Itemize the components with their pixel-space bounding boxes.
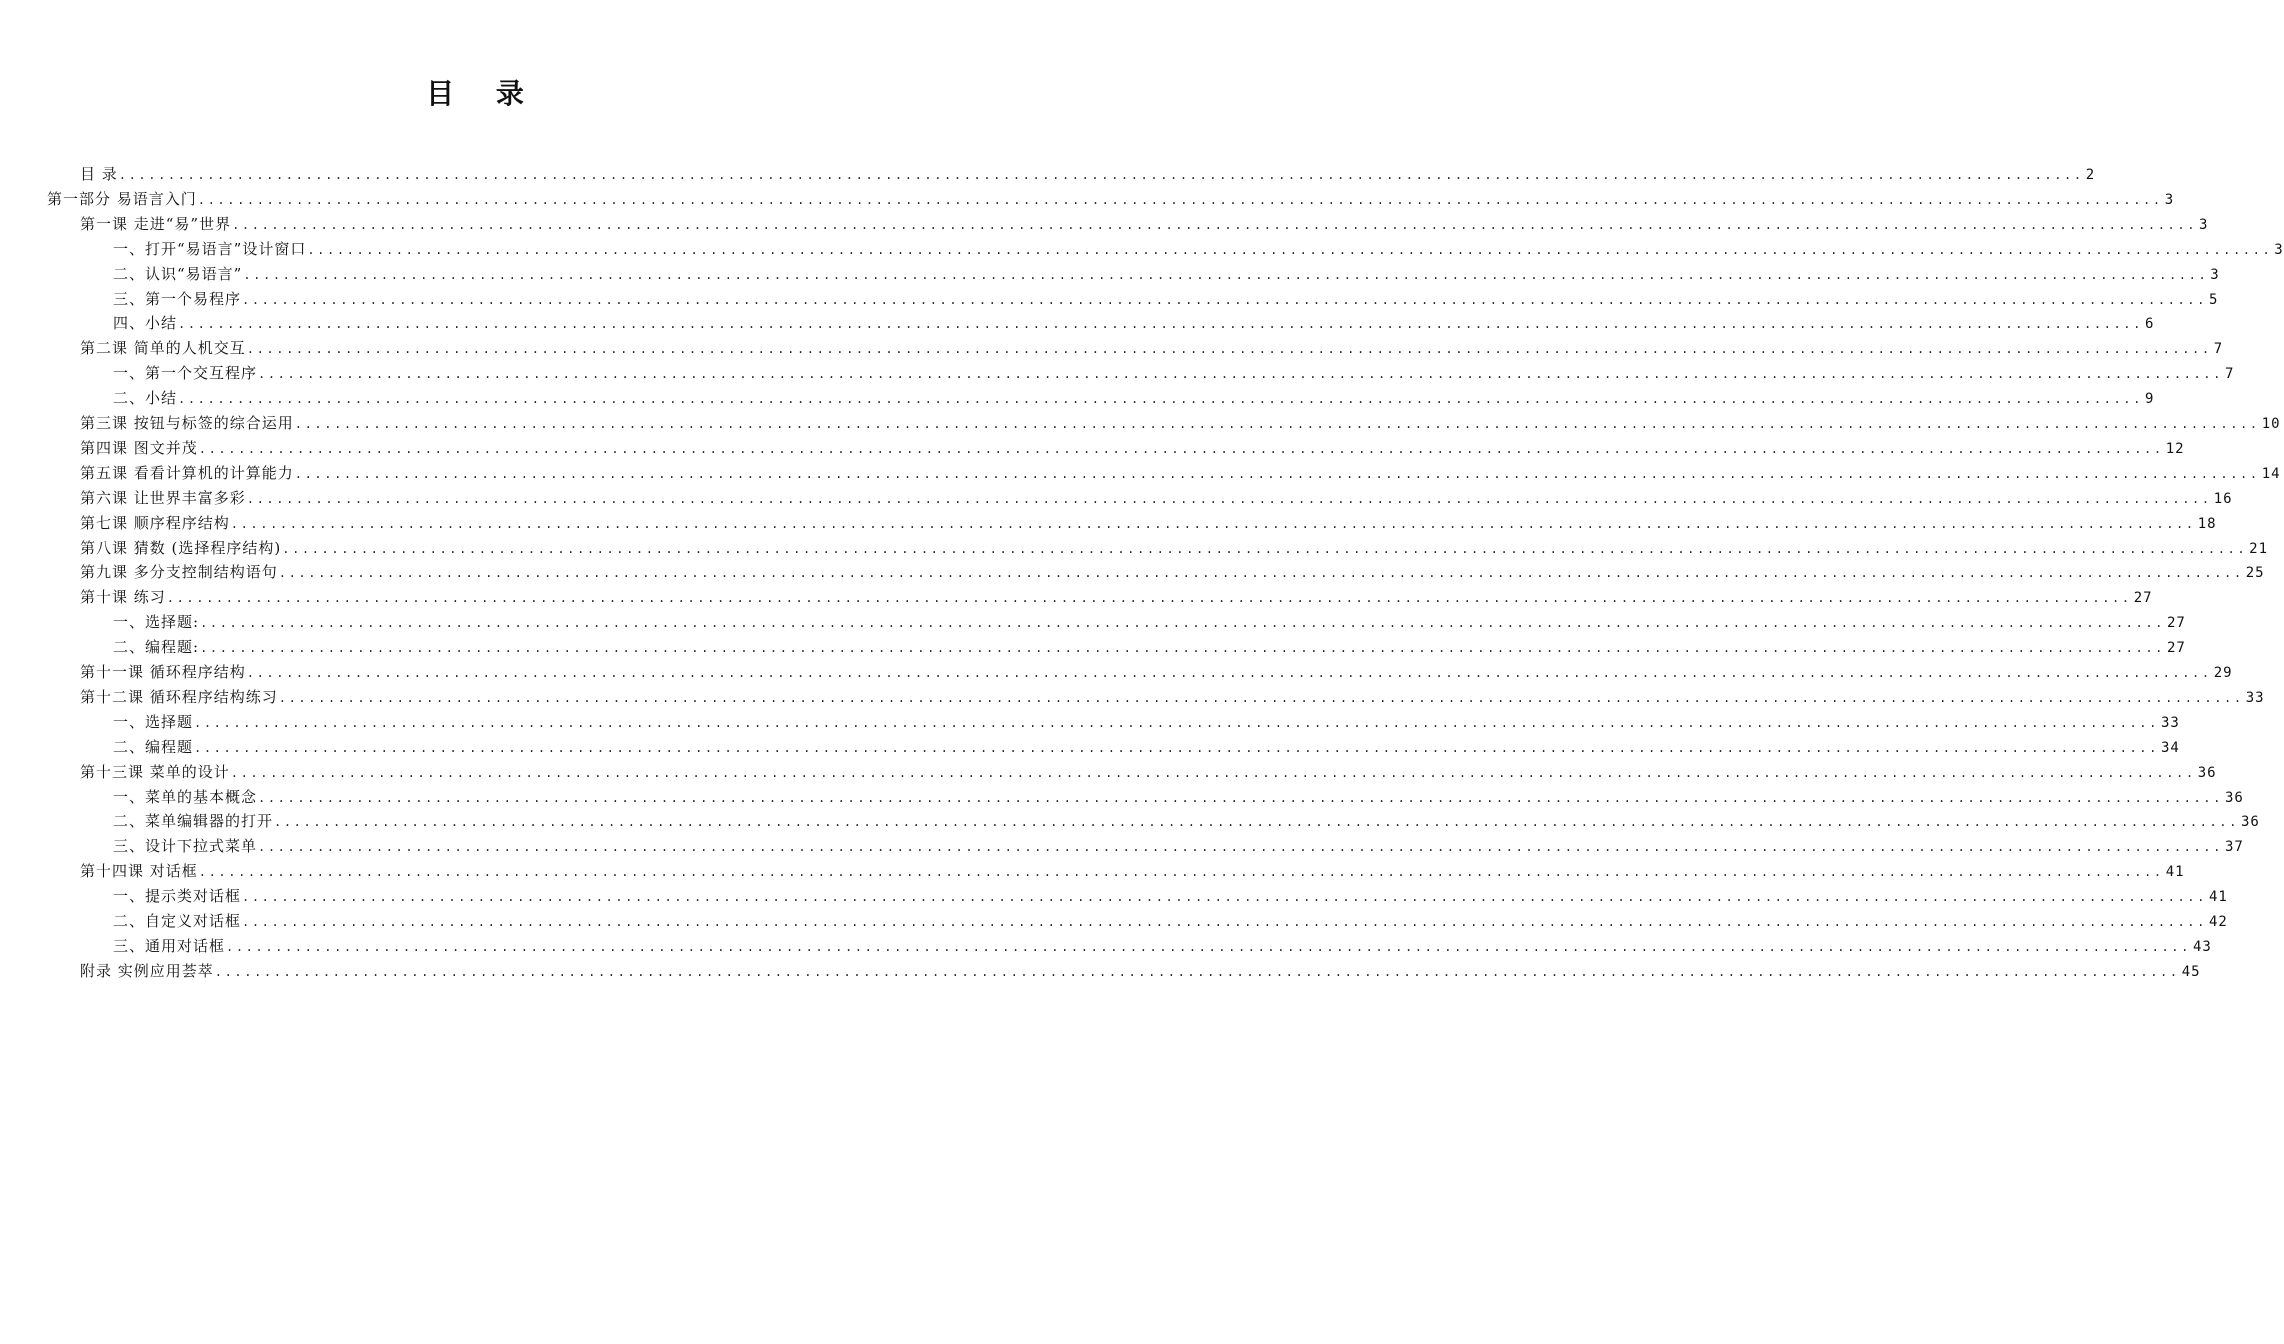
toc-entry[interactable] [80,511,2217,536]
toc-entry-title: 二、自定义对话框 [113,912,242,930]
toc-page-number: 36 [2197,764,2217,781]
toc-leader-dots: ........................................................................................................................................................................................................ [166,591,2132,606]
toc-leader-dots: ........................................................................................................................................................................................................ [194,715,2159,730]
toc-entry[interactable] [80,760,2217,785]
toc-entry[interactable] [80,162,2096,187]
toc-entry-title: 第九课 多分支控制结构语句 [80,563,278,582]
toc-entry-title: 一、第一个交互程序 [113,364,258,383]
toc-page-number: 37 [2224,839,2244,856]
toc-leader-dots: ........................................................................................................................................................................................................ [307,242,2273,257]
toc-leader-dots: ........................................................................................................................................................................................................ [178,392,2143,407]
toc-entry-title: 三、通用对话框 [113,936,226,955]
toc-page-number: 25 [2245,565,2265,582]
toc-leader-dots: ........................................................................................................................................................................................................ [200,616,2165,631]
toc-entry-title: 二、认识“易语言” [113,264,243,283]
toc-leader-dots: ........................................................................................................................................................................................................ [258,367,2223,382]
toc-entry-title: 第十二课 循环程序结构练习 [80,687,278,706]
toc-page-number: 6 [2144,316,2155,333]
toc-page-number: 2 [2085,167,2096,183]
toc-page-number: 36 [2240,814,2260,831]
toc-entry[interactable] [113,785,2244,810]
toc-page-number: 3 [2210,266,2220,283]
toc-leader-dots: ........................................................................................................................................................................................................ [246,666,2212,680]
toc-page-number: 5 [2208,291,2219,308]
toc-leader-dots: ........................................................................................................................................................................................................ [282,541,2248,556]
toc-entry[interactable] [80,536,2269,561]
toc-page-number: 21 [2249,540,2269,557]
toc-entry[interactable] [80,560,2265,585]
toc-page-number: 7 [2224,366,2235,383]
toc-entry[interactable] [113,610,2186,635]
toc-entry-title: 第十一课 循环程序结构 [80,663,246,681]
toc-entry-title: 二、菜单编辑器的打开 [113,812,274,831]
toc-page-number: 16 [2213,490,2233,507]
toc-entry-title: 二、编程题: [113,638,200,657]
toc-entry[interactable] [80,685,2265,710]
toc-entry[interactable] [113,386,2155,411]
toc-leader-dots: ........................................................................................................................................................................................................ [278,566,2244,581]
toc-entry[interactable] [113,635,2186,660]
page-title: 目 录 [426,77,540,110]
toc-leader-dots: ........................................................................................................................................................................................................ [294,417,2260,431]
toc-page-number: 33 [2245,689,2265,706]
toc-entry-title: 三、第一个易程序 [113,289,242,308]
toc-entry[interactable] [113,934,2212,959]
toc-entry[interactable] [80,411,2281,436]
toc-leader-dots: ........................................................................................................................................................................................................ [200,641,2165,656]
toc-entry-title: 第五课 看看计算机的计算能力 [80,463,294,482]
toc-entry-title: 第六课 让世界丰富多彩 [80,488,246,507]
toc-page-number: 27 [2166,640,2186,657]
toc-entry[interactable] [80,859,2185,884]
toc-leader-dots: ........................................................................................................................................................................................................ [242,915,2207,929]
toc-leader-dots: ........................................................................................................................................................................................................ [232,217,2198,232]
toc-entry-title: 一、选择题: [113,613,200,632]
toc-page-number: 42 [2208,914,2228,930]
toc-entry[interactable] [80,585,2153,610]
toc-leader-dots: ........................................................................................................................................................................................................ [214,964,2180,979]
toc-entry[interactable] [113,735,2180,760]
toc-page-number: 29 [2213,665,2233,681]
toc-leader-dots: ........................................................................................................................................................................................................ [243,267,2209,282]
toc-entry-title: 三、设计下拉式菜单 [113,837,258,856]
toc-leader-dots: ........................................................................................................................................................................................................ [246,491,2212,506]
toc-page-number: 45 [2181,963,2201,980]
toc-page-number: 3 [2199,216,2209,233]
toc-entry[interactable] [113,710,2180,735]
toc-leader-dots: ........................................................................................................................................................................................................ [258,840,2223,855]
toc-page-number: 10 [2261,416,2281,432]
toc-page-number: 41 [2165,864,2185,881]
toc-entry[interactable] [80,212,2209,237]
toc-entry[interactable] [80,461,2281,486]
toc-entry[interactable] [80,959,2201,984]
toc-entry-title: 四、小结 [113,314,178,333]
toc-page-number: 43 [2192,938,2212,955]
toc-leader-dots: ........................................................................................................................................................................................................ [198,441,2164,456]
toc-entry-title: 一、打开“易语言”设计窗口 [113,239,307,258]
toc-page-number: 27 [2133,590,2153,607]
toc-leader-dots: ........................................................................................................................................................................................................ [198,865,2164,880]
toc-entry-title: 第八课 猜数 (选择程序结构) [80,538,282,557]
toc-leader-dots: ........................................................................................................................................................................................................ [278,690,2244,705]
toc-entry[interactable] [80,336,2224,361]
toc-leader-dots: ........................................................................................................................................................................................................ [242,292,2207,307]
toc-page-number: 14 [2261,465,2281,482]
toc-leader-dots: ........................................................................................................................................................................................................ [242,890,2207,905]
toc-entry[interactable] [47,187,2175,212]
toc-entry-title: 第十四课 对话框 [80,862,198,881]
toc-entry[interactable] [113,287,2219,312]
toc-entry-title: 一、选择题 [113,712,194,731]
toc-entry-title: 第十课 练习 [80,588,166,607]
toc-leader-dots: ........................................................................................................................................................................................................ [258,790,2223,805]
toc-entry-title: 一、提示类对话框 [113,887,242,906]
toc-page-number: 9 [2144,391,2155,408]
toc-page-number: 33 [2160,714,2180,731]
toc-entry-title: 第七课 顺序程序结构 [80,513,230,532]
toc-page-number: 18 [2197,515,2217,532]
toc-entry[interactable] [113,909,2228,934]
toc-leader-dots: ........................................................................................................................................................................................................ [246,342,2212,357]
toc-leader-dots: ........................................................................................................................................................................................................ [230,765,2196,780]
toc-page-number: 7 [2213,341,2224,358]
toc-leader-dots: ........................................................................................................................................................................................................ [118,168,2084,182]
toc-entry[interactable] [113,834,2244,859]
toc-entry-title: 第一课 走进“易”世界 [80,214,232,233]
toc-entry[interactable] [80,486,2233,511]
toc-entry[interactable] [113,262,2220,287]
toc-entry-title: 二、小结 [113,389,178,408]
toc-entry[interactable] [113,311,2155,336]
toc-leader-dots: ........................................................................................................................................................................................................ [197,192,2163,207]
toc-page-number: 12 [2165,440,2185,457]
toc-leader-dots: ........................................................................................................................................................................................................ [294,466,2260,481]
toc-entry-title: 附录 实例应用荟萃 [80,961,214,980]
toc-entry-title: 一、菜单的基本概念 [113,787,258,806]
toc-page-number: 3 [2274,241,2284,258]
toc-leader-dots: ........................................................................................................................................................................................................ [226,939,2191,954]
toc-leader-dots: ........................................................................................................................................................................................................ [194,740,2159,755]
toc-entry[interactable] [113,361,2235,386]
toc-entry-title: 二、编程题 [113,737,194,756]
toc-page-number: 34 [2160,739,2180,756]
toc-leader-dots: ........................................................................................................................................................................................................ [274,815,2239,830]
toc-page-number: 36 [2224,789,2244,806]
toc-entry[interactable] [80,436,2185,461]
toc-entry-title: 第四课 图文并茂 [80,438,198,457]
toc-entry-title: 目 录 [80,165,118,183]
toc-entry[interactable] [113,237,2284,262]
toc-entry[interactable] [113,809,2260,834]
toc-entry-title: 第一部分 易语言入门 [47,189,197,208]
toc-entry[interactable] [113,884,2228,909]
toc-entry-title: 第三课 按钮与标签的综合运用 [80,414,294,432]
toc-entry[interactable] [80,660,2233,685]
toc-entry-title: 第十三课 菜单的设计 [80,762,230,781]
toc-entry-title: 第二课 简单的人机交互 [80,339,246,358]
toc-page-number: 41 [2208,889,2228,906]
toc-leader-dots: ........................................................................................................................................................................................................ [230,516,2196,531]
toc-page-number: 27 [2166,615,2186,632]
toc-leader-dots: ........................................................................................................................................................................................................ [178,317,2143,332]
toc-page-number: 3 [2164,191,2175,208]
